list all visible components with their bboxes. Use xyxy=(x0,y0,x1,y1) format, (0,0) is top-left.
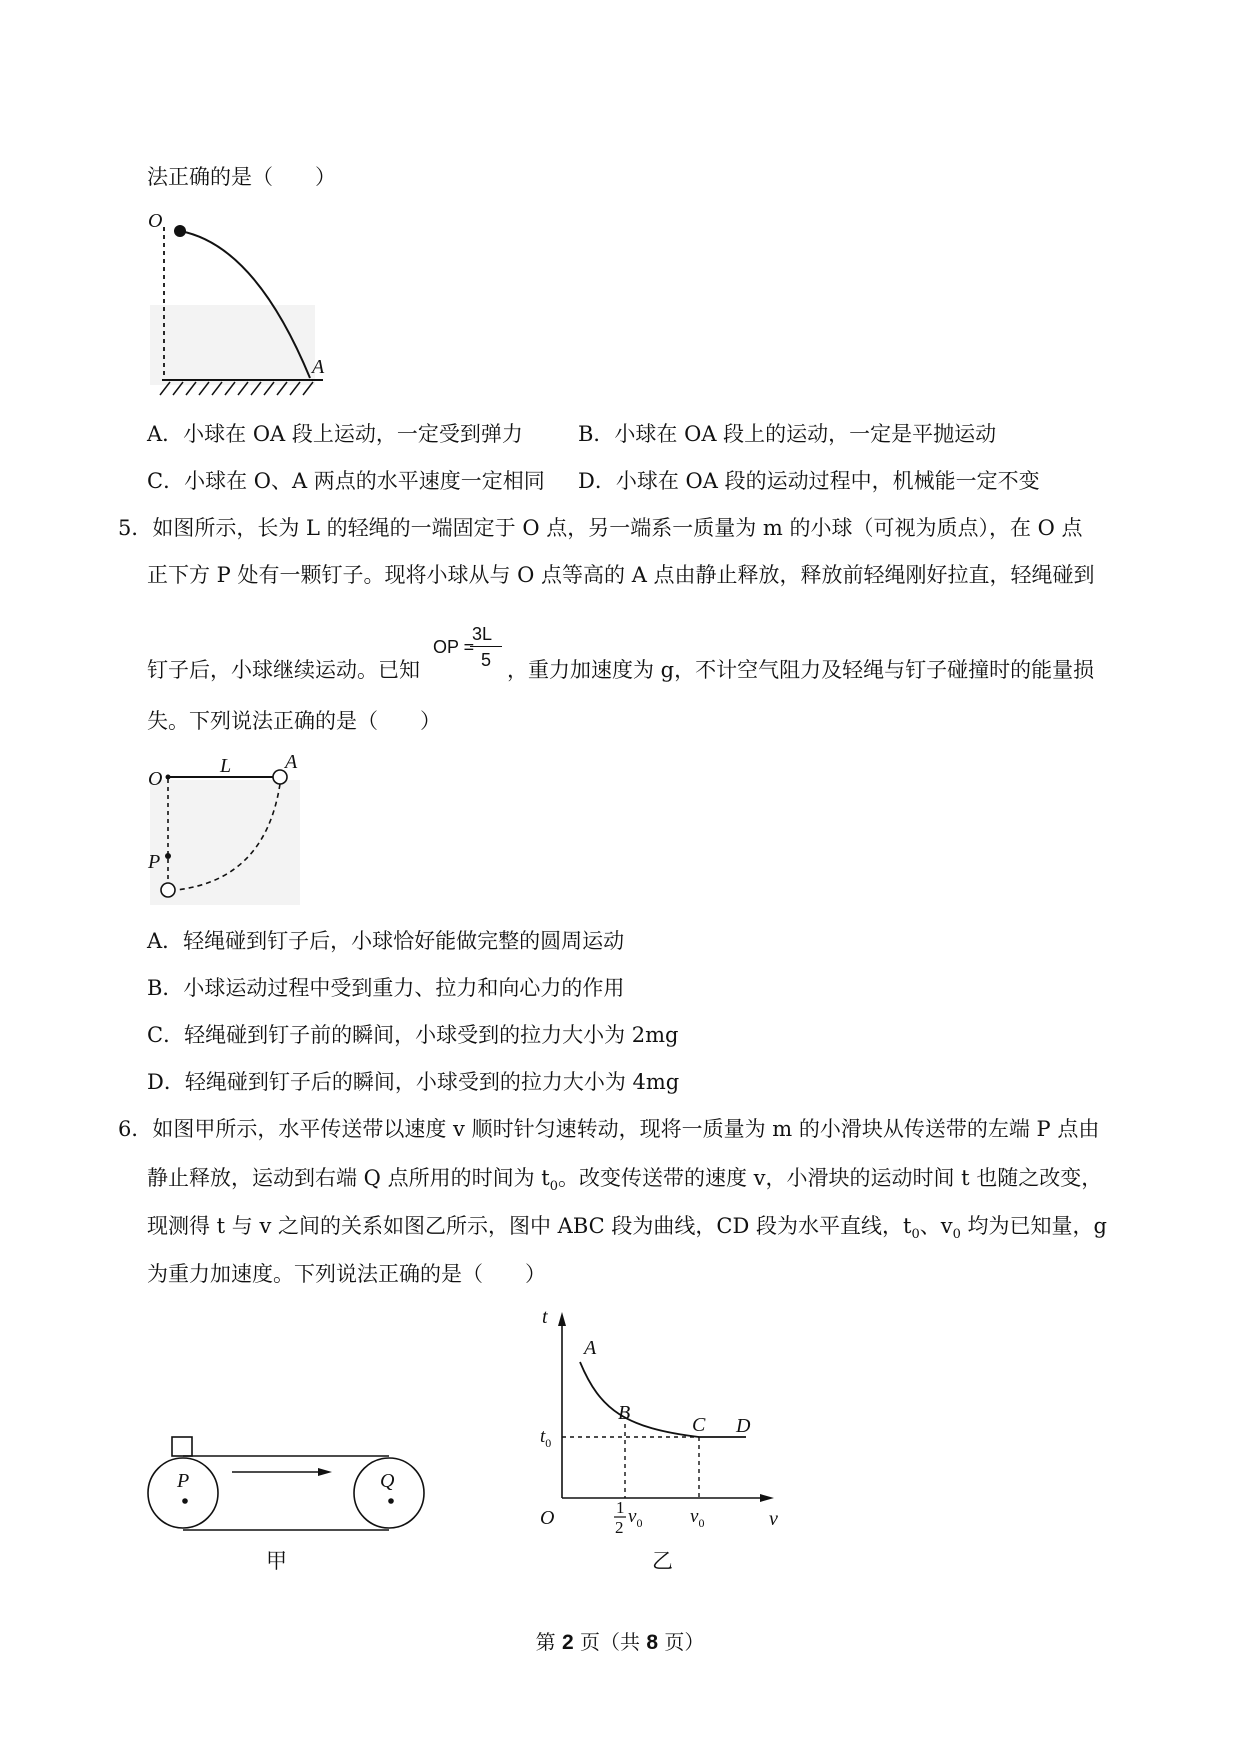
nail xyxy=(165,853,171,859)
q5-option-c: C．轻绳碰到钉子前的瞬间，小球受到的拉力大小为 2mg xyxy=(147,1023,679,1047)
q5-option-a: A．轻绳碰到钉子后，小球恰好能做完整的圆周运动 xyxy=(147,929,625,953)
label-half-v0: $v_0$ xyxy=(628,1506,643,1530)
q6-stem-line2: 静止释放，运动到右端 Q 点所用的时间为 $t_0$。改变传送带的速度 v，小滑块的运动时间 t 也随之改变， xyxy=(147,1166,1103,1195)
q4-option-d: D．小球在 OA 段的运动过程中，机械能一定不变 xyxy=(578,469,1040,493)
label-origin: O xyxy=(540,1507,555,1529)
q5-stem-line2: 正下方 P 处有一颗钉子。现将小球从与 O 点等高的 A 点由静止释放，释放前轻绳刚好拉直，轻绳碰到 xyxy=(147,563,1095,587)
q5-stem-line3-pre: 钉子后，小球继续运动。已知 xyxy=(147,658,420,682)
ball xyxy=(174,225,186,237)
ball-at-bottom xyxy=(161,883,175,897)
label-l: L xyxy=(220,755,232,777)
label-half-numerator: 1 xyxy=(616,1498,625,1517)
q4-trajectory-figure xyxy=(140,205,340,405)
label-q: Q xyxy=(380,1470,395,1492)
caption-yi: 乙 xyxy=(652,1549,673,1573)
label-a: A xyxy=(312,356,325,378)
slider-block xyxy=(172,1437,192,1456)
current-page-number: 2 xyxy=(561,1631,574,1654)
label-p: P xyxy=(177,1470,190,1492)
q6-tv-graph xyxy=(530,1300,790,1590)
q5-pendulum-figure xyxy=(140,745,310,910)
q5-stem-line3-post: ，重力加速度为 g，不计空气阻力及轻绳与钉子碰撞时的能量损 xyxy=(507,658,1095,682)
label-o: O xyxy=(148,210,163,232)
label-d: D xyxy=(736,1415,751,1437)
formula-denominator: 5 xyxy=(481,650,492,670)
formula-numerator: 3L xyxy=(472,624,493,644)
label-t0: $t_0$ xyxy=(540,1426,552,1450)
label-half-denominator: 2 xyxy=(615,1518,624,1537)
q5-stem-line4: 失。下列说法正确的是（ ） xyxy=(147,709,441,733)
label-o: O xyxy=(148,768,163,790)
label-t-axis: t xyxy=(542,1306,548,1328)
label-a: A xyxy=(285,751,298,773)
q6-conveyor-figure xyxy=(140,1425,440,1575)
page-footer: 第 2 页（共 8 页） xyxy=(535,1630,705,1654)
formula-lhs: OP = xyxy=(433,637,475,657)
formula-fraction-bar xyxy=(470,646,502,647)
label-v-axis: v xyxy=(769,1508,778,1530)
q4-stem-tail: 法正确的是（ ） xyxy=(147,165,336,189)
q6-stem-line1: 6．如图甲所示，水平传送带以速度 v 顺时针匀速转动，现将一质量为 m 的小滑块从传送带的左端 P 点由 xyxy=(118,1117,1100,1141)
q5-stem-line1: 5．如图所示，长为 L 的轻绳的一端固定于 O 点，另一端系一质量为 m 的小球（可视为质点），在 O 点 xyxy=(118,516,1083,540)
label-p: P xyxy=(148,851,161,873)
label-b: B xyxy=(618,1402,631,1424)
caption-jia: 甲 xyxy=(266,1549,287,1573)
total-page-count: 8 xyxy=(646,1631,659,1654)
label-v0: $v_0$ xyxy=(690,1506,705,1530)
q6-stem-line4: 为重力加速度。下列说法正确的是（ ） xyxy=(147,1262,546,1286)
curve-abc xyxy=(580,1362,699,1437)
q4-option-c: C．小球在 O、A 两点的水平速度一定相同 xyxy=(147,469,545,493)
q5-option-d: D．轻绳碰到钉子后的瞬间，小球受到的拉力大小为 4mg xyxy=(147,1070,680,1094)
q4-option-a: A．小球在 OA 段上运动，一定受到弹力 xyxy=(147,422,523,446)
right-pulley xyxy=(354,1458,424,1528)
left-pulley xyxy=(148,1458,218,1528)
label-a: A xyxy=(584,1337,597,1359)
q4-option-b: B．小球在 OA 段上的运动，一定是平抛运动 xyxy=(578,422,997,446)
q5-option-b: B．小球运动过程中受到重力、拉力和向心力的作用 xyxy=(147,976,625,1000)
label-c: C xyxy=(692,1414,706,1436)
q6-stem-line3: 现测得 t 与 v 之间的关系如图乙所示，图中 ABC 段为曲线，CD 段为水平直线，$t_0$、$v_0$ 均为已知量，g xyxy=(147,1214,1107,1243)
